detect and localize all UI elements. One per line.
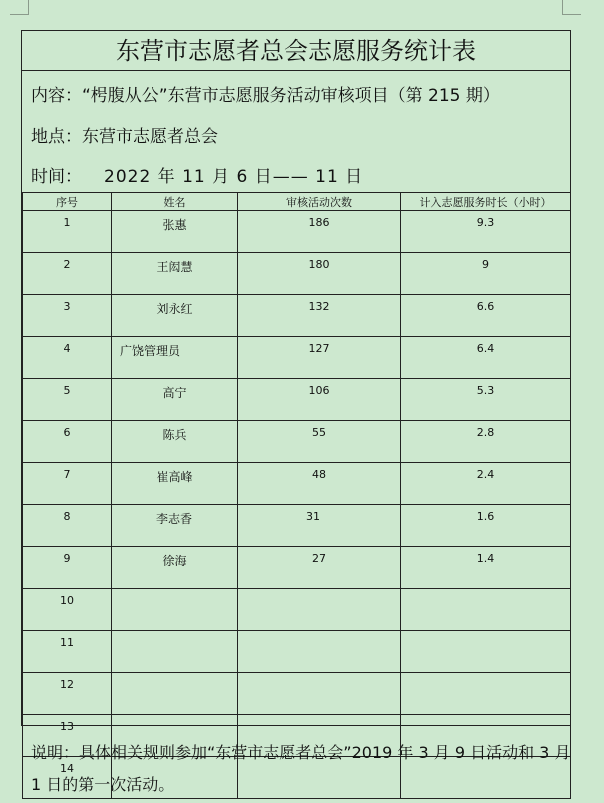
cell-name: 高宁 [112,379,238,421]
cell-name: 崔高峰 [112,463,238,505]
cell-review-count: 186 [238,211,401,253]
cell-index: 2 [23,253,112,295]
cell-index: 6 [23,421,112,463]
cell-review-count: 132 [238,295,401,337]
location-label: 地点： [31,127,82,147]
page-corner-mark-left [10,0,29,15]
stats-table [22,192,571,799]
cell-index: 7 [23,463,112,505]
cell-service-hours [401,673,571,715]
table-row [23,379,571,421]
table-row [23,295,571,337]
page-corner-mark-right [562,0,581,15]
header-name: 姓名 [112,193,238,211]
table-row [23,211,571,253]
cell-index: 9 [23,547,112,589]
cell-name: 王闳慧 [112,253,238,295]
table-row [23,631,571,673]
cell-review-count [238,589,401,631]
footnote: 说明：具体相关规则参加“东营市志愿者总会”2019 年 3 月 9 日活动和 3 月 1 日的第一次活动。 [31,743,571,794]
cell-service-hours: 2.8 [401,421,571,463]
cell-index: 8 [23,505,112,547]
header-index: 序号 [23,193,112,211]
table-row [23,421,571,463]
cell-name: 广饶管理员 [112,337,238,379]
content-label: 内容： [31,86,82,106]
cell-service-hours [401,589,571,631]
header-service-hours: 计入志愿服务时长（小时） [401,193,571,211]
cell-index: 12 [23,673,112,715]
table-row [23,463,571,505]
cell-name: 张惠 [112,211,238,253]
time-label: 时间： [31,167,82,187]
cell-review-count: 31 [238,505,401,547]
cell-name: 刘永红 [112,295,238,337]
cell-service-hours: 1.4 [401,547,571,589]
cell-review-count: 127 [238,337,401,379]
cell-index: 5 [23,379,112,421]
cell-service-hours: 9.3 [401,211,571,253]
content-value: “枵腹从公”东营市志愿服务活动审核项目（第 215 期） [82,86,500,106]
cell-review-count [238,631,401,673]
location-value: 东营市志愿者总会 [82,127,218,147]
cell-service-hours [401,631,571,673]
time-value: 2022 年 11 月 6 日—— 11 日 [104,167,364,187]
cell-review-count: 48 [238,463,401,505]
cell-name: 陈兵 [112,421,238,463]
cell-service-hours: 5.3 [401,379,571,421]
cell-index: 13 [23,715,112,757]
cell-name [112,673,238,715]
cell-index: 1 [23,211,112,253]
table-row [23,589,571,631]
cell-review-count: 106 [238,379,401,421]
cell-service-hours: 9 [401,253,571,295]
content-line [31,81,500,106]
cell-review-count [238,673,401,715]
table-row [23,505,571,547]
cell-name: 李志香 [112,505,238,547]
location-line [31,122,218,147]
table-row [23,673,571,715]
table-header-row [23,193,571,211]
time-line [31,162,363,187]
cell-index: 14 [23,757,112,799]
cell-name: 徐海 [112,547,238,589]
cell-index: 11 [23,631,112,673]
cell-review-count: 180 [238,253,401,295]
cell-service-hours: 1.6 [401,505,571,547]
table-row [23,547,571,589]
cell-index: 10 [23,589,112,631]
cell-service-hours: 2.4 [401,463,571,505]
table-row [23,253,571,295]
cell-service-hours: 6.6 [401,295,571,337]
cell-name [112,589,238,631]
header-review-count: 审核活动次数 [238,193,401,211]
cell-index: 4 [23,337,112,379]
cell-index: 3 [23,295,112,337]
sheet-title: 东营市志愿者总会志愿服务统计表 [22,31,570,71]
cell-name [112,631,238,673]
cell-service-hours: 6.4 [401,337,571,379]
table-row [23,337,571,379]
cell-review-count: 55 [238,421,401,463]
cell-review-count: 27 [238,547,401,589]
